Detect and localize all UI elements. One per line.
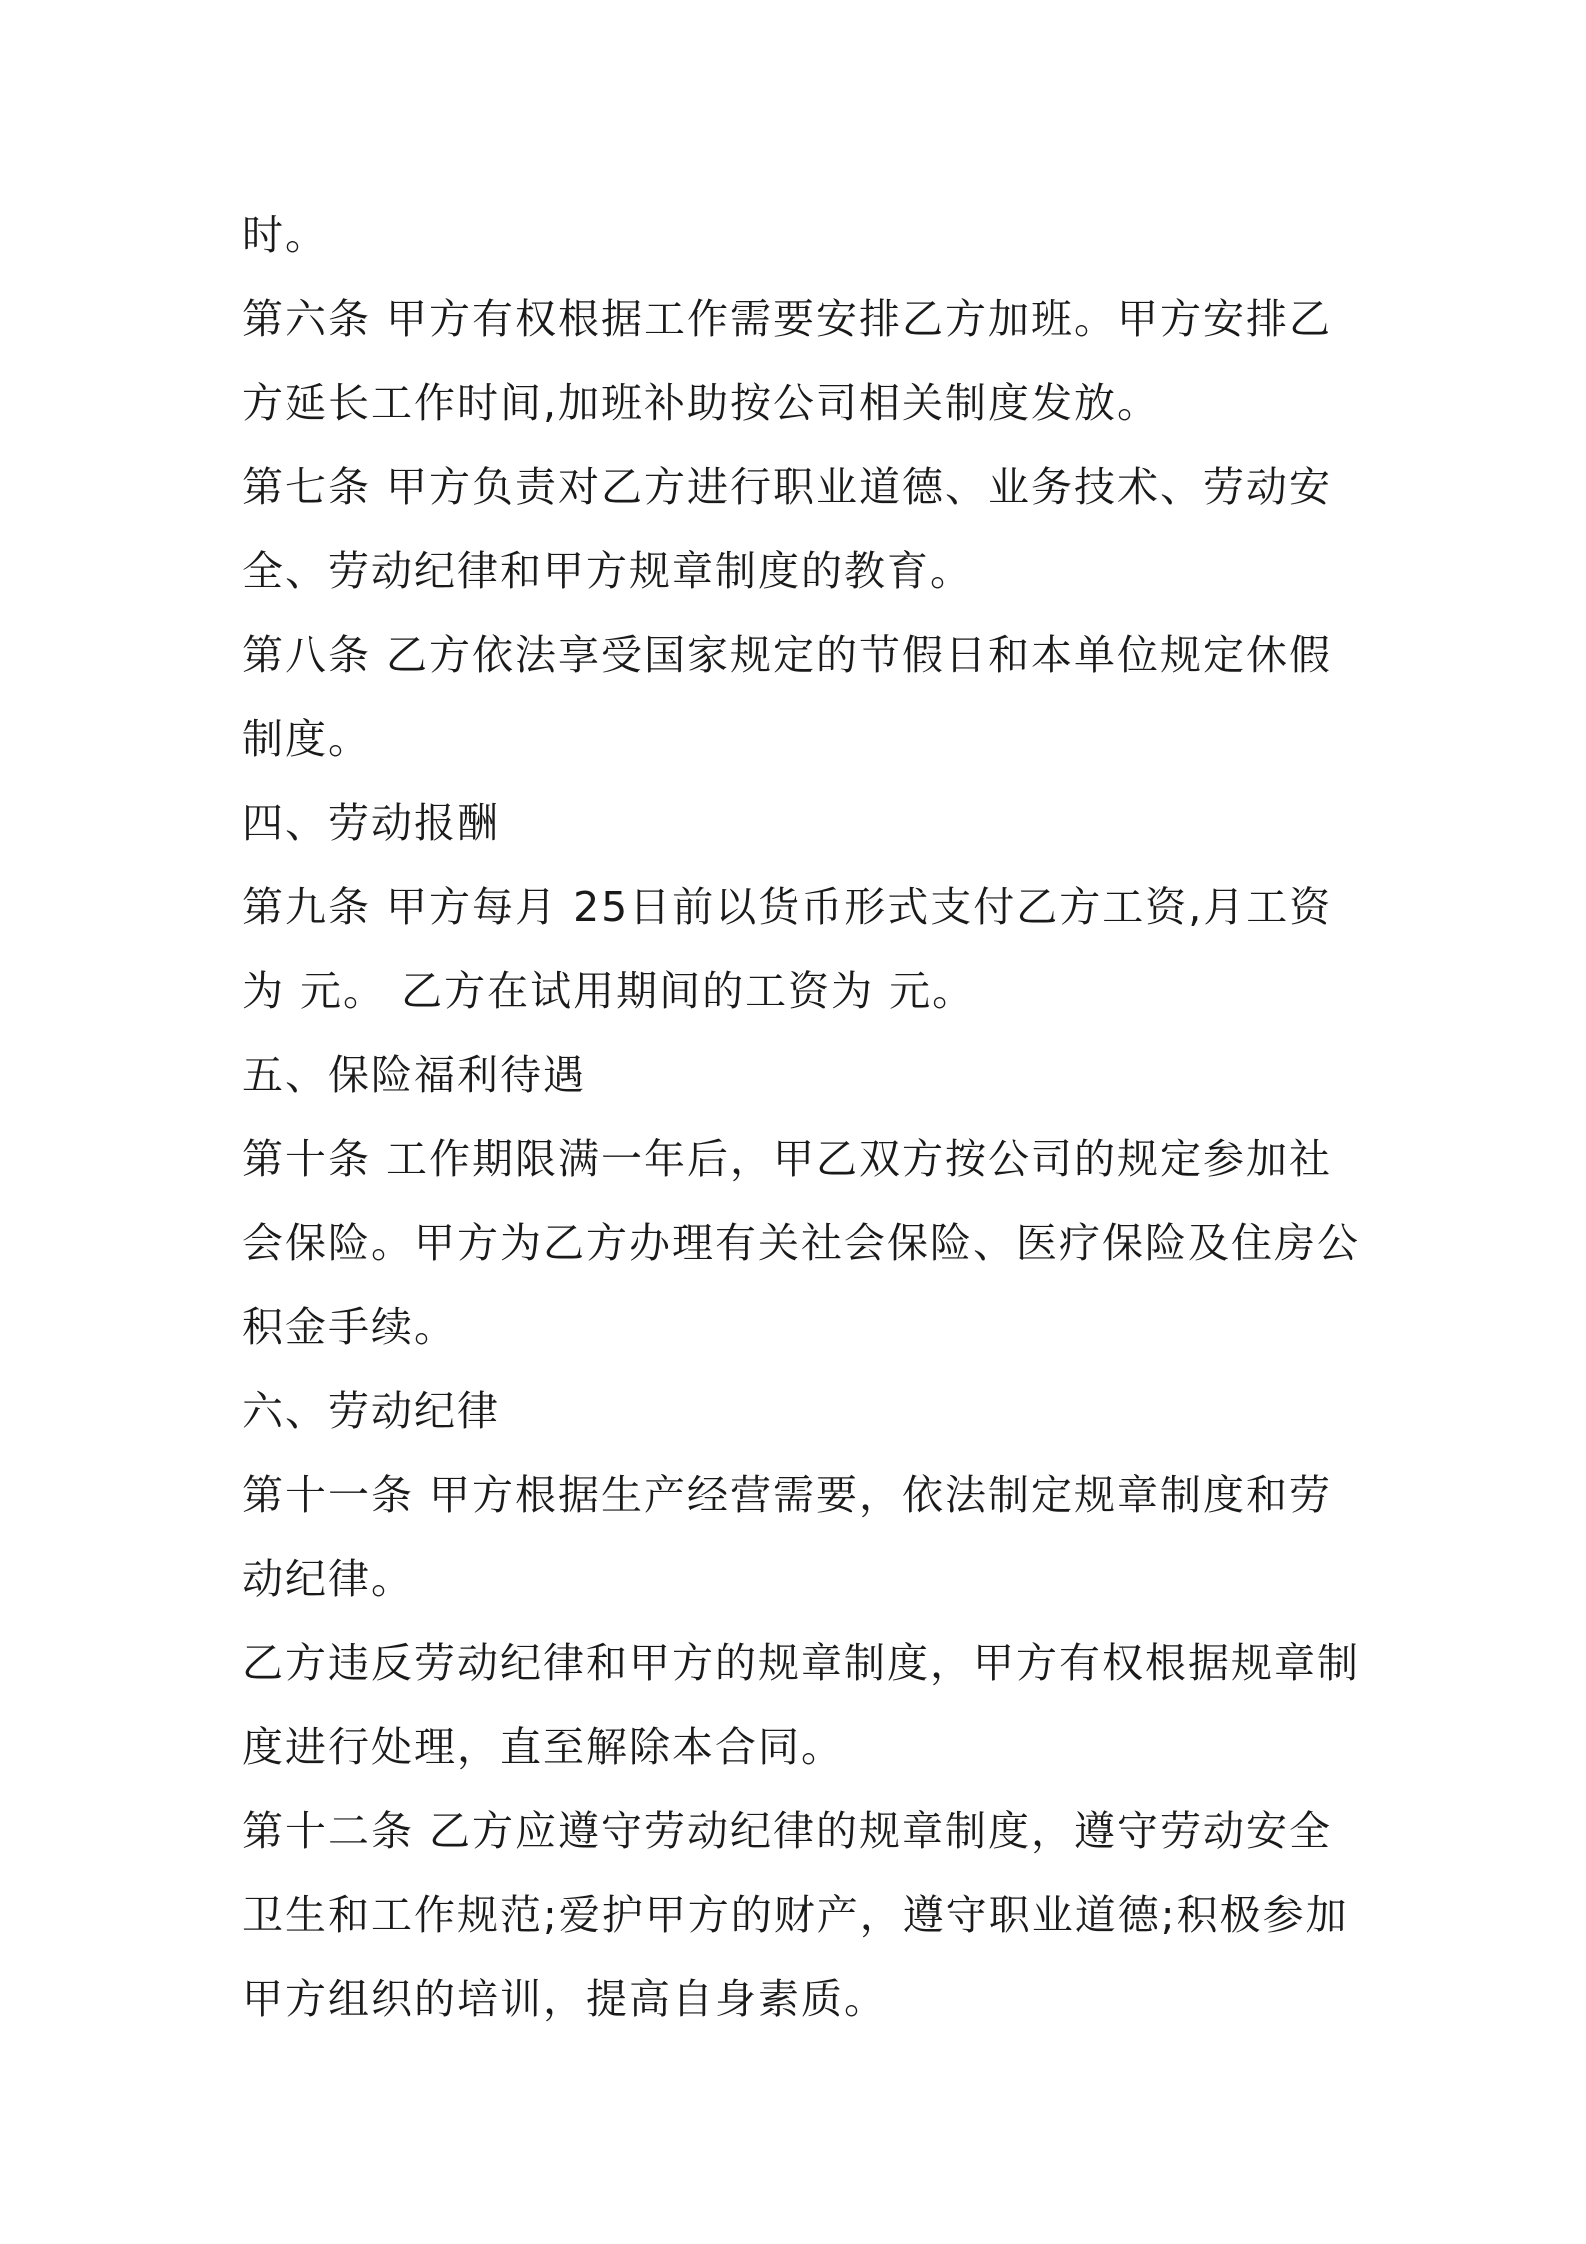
text-line: 时。 bbox=[242, 211, 328, 259]
text-line: 动纪律。 bbox=[242, 1555, 414, 1603]
section-heading: 五、保险福利待遇 bbox=[242, 1051, 586, 1099]
text-line: 积金手续。 bbox=[242, 1303, 457, 1351]
text-line: 卫生和工作规范;爱护甲方的财产，遵守职业道德;积极参加 bbox=[242, 1891, 1349, 1939]
text-line: 方延长工作时间,加班补助按公司相关制度发放。 bbox=[242, 379, 1161, 427]
text-line: 第十条 工作期限满一年后，甲乙双方按公司的规定参加社 bbox=[242, 1135, 1333, 1183]
text-line: 第六条 甲方有权根据工作需要安排乙方加班。甲方安排乙 bbox=[242, 295, 1333, 343]
text-line: 第九条 甲方每月 25日前以货币形式支付乙方工资,月工资 bbox=[242, 883, 1333, 931]
text-line: 第七条 甲方负责对乙方进行职业道德、业务技术、劳动安 bbox=[242, 463, 1333, 511]
section-heading: 四、劳动报酬 bbox=[242, 799, 500, 847]
text-line: 第八条 乙方依法享受国家规定的节假日和本单位规定休假 bbox=[242, 631, 1333, 679]
text-line: 乙方违反劳动纪律和甲方的规章制度，甲方有权根据规章制 bbox=[242, 1639, 1360, 1687]
text-line: 甲方组织的培训，提高自身素质。 bbox=[242, 1975, 887, 2023]
text-line: 度进行处理，直至解除本合同。 bbox=[242, 1723, 844, 1771]
section-heading: 六、劳动纪律 bbox=[242, 1387, 500, 1435]
text-line: 制度。 bbox=[242, 715, 371, 763]
text-line: 会保险。甲方为乙方办理有关社会保险、医疗保险及住房公 bbox=[242, 1219, 1360, 1267]
document-body bbox=[242, 193, 1360, 2041]
text-line: 第十二条 乙方应遵守劳动纪律的规章制度，遵守劳动安全 bbox=[242, 1807, 1333, 1855]
text-line: 全、劳动纪律和甲方规章制度的教育。 bbox=[242, 547, 973, 595]
text-line: 第十一条 甲方根据生产经营需要，依法制定规章制度和劳 bbox=[242, 1471, 1333, 1519]
text-line: 为 元。 乙方在试用期间的工资为 元。 bbox=[242, 967, 976, 1015]
